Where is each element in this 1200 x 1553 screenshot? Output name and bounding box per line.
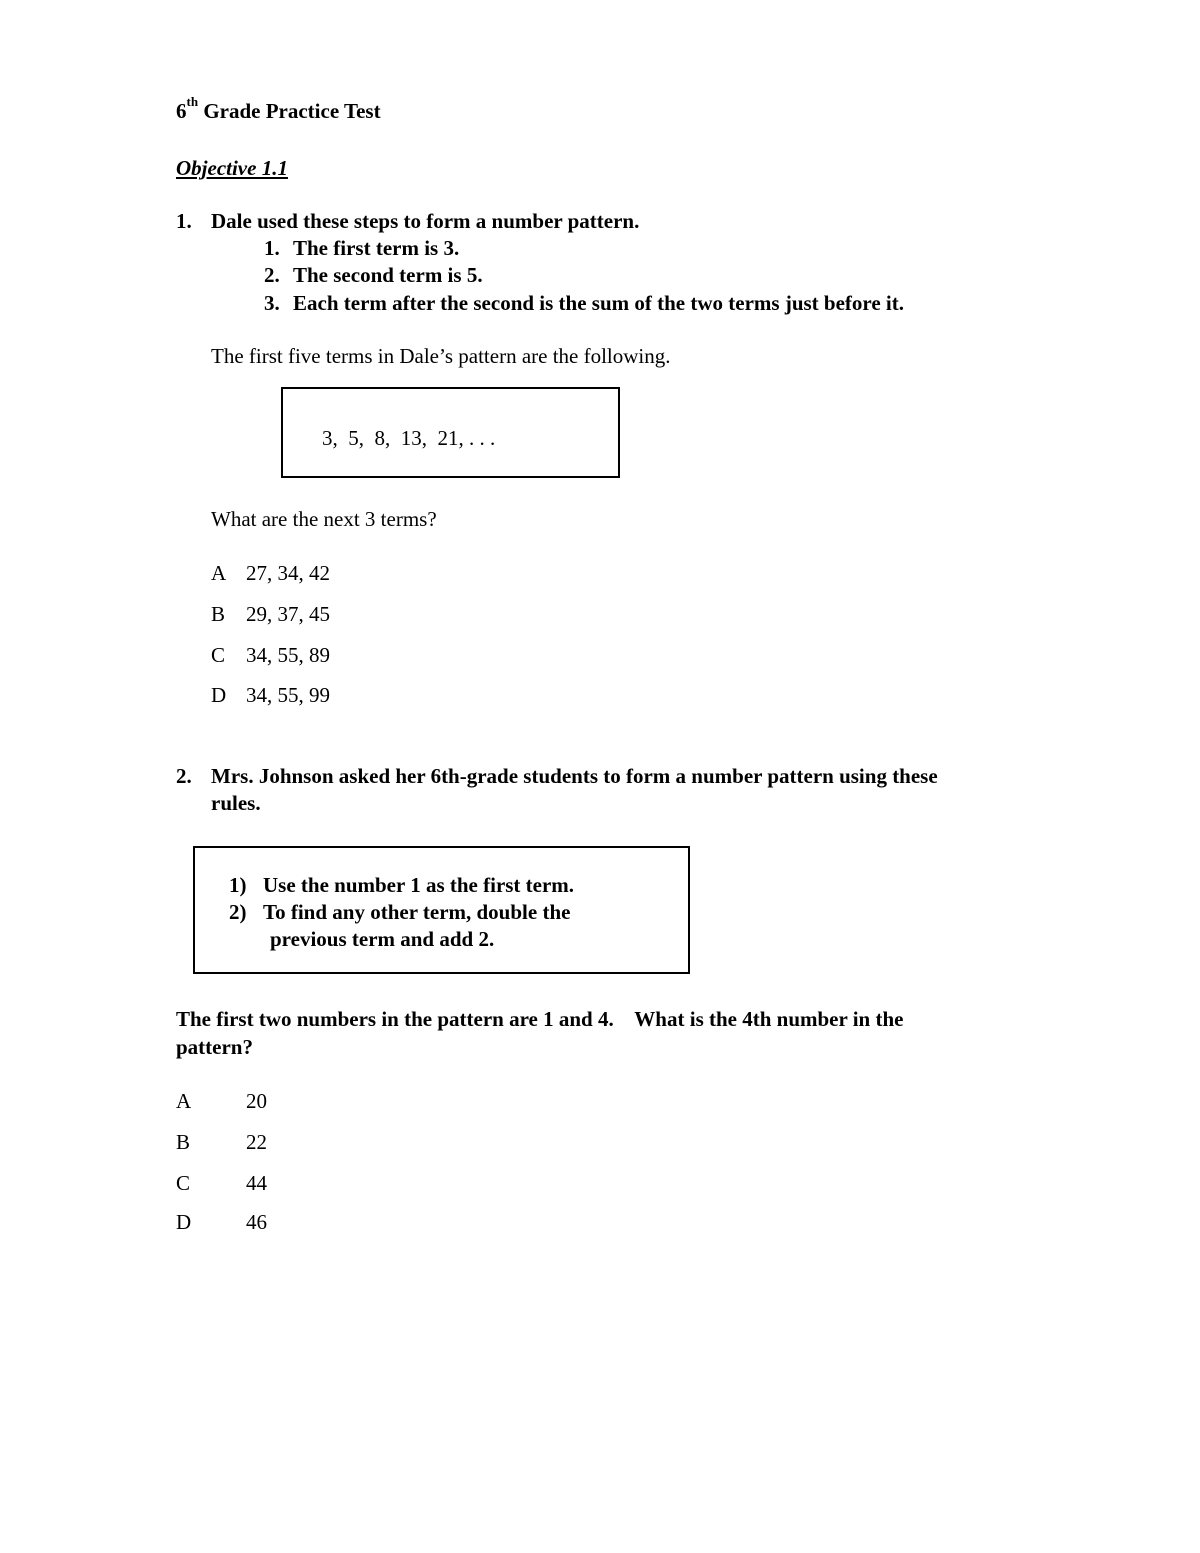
q1-step-1-num: 1. bbox=[264, 236, 280, 260]
option-text: 29, 37, 45 bbox=[246, 602, 330, 626]
q1-question: What are the next 3 terms? bbox=[211, 507, 437, 531]
q2-rule-2-text: To find any other term, double the bbox=[263, 900, 571, 924]
page-title bbox=[176, 94, 381, 125]
q1-step-3-text: Each term after the second is the sum of the two terms just before it. bbox=[293, 291, 905, 315]
q2-option-c-letter: C bbox=[176, 1171, 191, 1195]
q2-rule-2-num: 2) bbox=[229, 900, 247, 924]
q2-option-b-letter: B bbox=[176, 1130, 191, 1154]
q1-number: 1. bbox=[176, 209, 192, 233]
title-text: Grade Practice Test bbox=[198, 99, 381, 123]
option-letter: B bbox=[211, 602, 226, 626]
title-number: 6 bbox=[176, 99, 187, 123]
option-text: 34, 55, 89 bbox=[246, 643, 330, 667]
q2-option-c[interactable]: 44 bbox=[246, 1171, 267, 1195]
q1-option-c[interactable] bbox=[211, 642, 330, 669]
q1-step-3-num: 3. bbox=[264, 291, 280, 315]
option-text: 27, 34, 42 bbox=[246, 561, 330, 585]
q1-step-1-text: The first term is 3. bbox=[293, 236, 460, 260]
q1-option-b[interactable] bbox=[211, 601, 330, 628]
q2-rule-1-text: Use the number 1 as the first term. bbox=[263, 873, 575, 897]
q1-lead-text: The first five terms in Dale’s pattern are the following. bbox=[211, 344, 671, 368]
option-letter: A bbox=[211, 561, 227, 585]
q1-sequence: 3, 5, 8, 13, 21, . . . bbox=[322, 426, 496, 450]
option-letter: D bbox=[211, 683, 227, 707]
q2-option-b[interactable]: 22 bbox=[246, 1130, 267, 1154]
q2-option-d-letter: D bbox=[176, 1210, 192, 1234]
q1-option-a[interactable] bbox=[211, 560, 330, 587]
q2-number: 2. bbox=[176, 764, 192, 788]
q2-rule-2-continued: previous term and add 2. bbox=[270, 927, 495, 951]
q2-prompt-line1: Mrs. Johnson asked her 6th-grade students to form a number pattern using these bbox=[211, 764, 938, 788]
q2-option-d[interactable]: 46 bbox=[246, 1210, 267, 1234]
option-text: 34, 55, 99 bbox=[246, 683, 330, 707]
q2-question-line1: The first two numbers in the pattern are 1 and 4. What is the 4th number in the bbox=[176, 1007, 904, 1031]
q2-rule-1-num: 1) bbox=[229, 873, 247, 897]
q2-question-line2: pattern? bbox=[176, 1035, 253, 1059]
objective-heading: Objective 1.1 bbox=[176, 156, 288, 180]
option-letter: C bbox=[211, 643, 226, 667]
q1-step-2-text: The second term is 5. bbox=[293, 263, 483, 287]
q2-option-a-letter: A bbox=[176, 1089, 192, 1113]
q1-option-d[interactable] bbox=[211, 682, 330, 709]
title-superscript: th bbox=[186, 94, 199, 109]
q2-option-a[interactable]: 20 bbox=[246, 1089, 267, 1113]
q1-step-2-num: 2. bbox=[264, 263, 280, 287]
q2-prompt-line2: rules. bbox=[211, 791, 261, 815]
q1-prompt: Dale used these steps to form a number pattern. bbox=[211, 209, 640, 233]
